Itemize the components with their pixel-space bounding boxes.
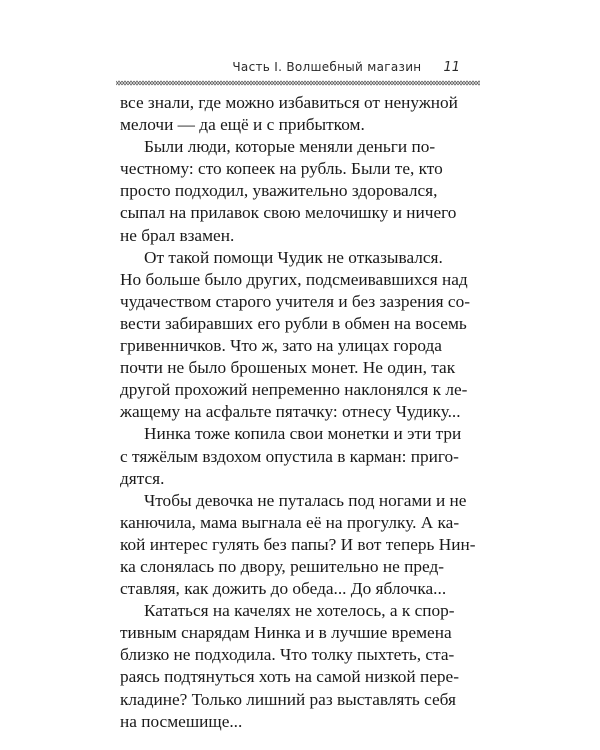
text-line: мелочи — да ещё и с прибытком.	[120, 115, 365, 135]
text-line: с тяжёлым вздохом опустила в карман: приго-	[120, 446, 459, 466]
chapter-title: Часть I. Волшебный магазин	[232, 60, 422, 74]
text-line: гривенничков. Что ж, зато на улицах города	[120, 336, 442, 356]
text-line: почти не было брошеных монет. Не один, так	[120, 358, 456, 378]
text-line: тивным снарядам Нинка и в лучшие времена	[120, 623, 452, 643]
text-line: Нинка тоже копила свои монетки и эти три	[144, 424, 462, 444]
text-line: вести забиравших его рубли в обмен на восемь	[120, 313, 467, 333]
text-line: канючила, мама выгнала её на прогулку. А ка-	[120, 512, 460, 532]
text-line: честному: сто копеек на рубль. Были те, кто	[120, 159, 443, 179]
text-line: кой интерес гулять без папы? И вот теперь Нин-	[120, 534, 476, 554]
text-line: не брал взамен.	[120, 225, 235, 245]
body-text	[120, 92, 478, 733]
text-line: ставляя, как дожить до обеда... До яблочка...	[120, 579, 447, 599]
running-header	[232, 60, 460, 75]
text-line: Кататься на качелях не хотелось, а к спор-	[144, 601, 455, 621]
text-line: на посмешище...	[120, 711, 243, 731]
text-line: близко не подходила. Что толку пыхтеть, ста-	[120, 645, 455, 665]
text-line: просто подходил, уважительно здоровался,	[120, 181, 438, 201]
text-line: Чтобы девочка не путалась под ногами и не	[144, 490, 467, 510]
text-line: кладине? Только лишний раз выставлять себя	[120, 689, 456, 709]
text-line: все знали, где можно избавиться от ненужной	[120, 93, 458, 112]
text-line: дятся.	[120, 468, 165, 488]
text-line: ка слонялась по двору, решительно не пред-	[120, 556, 444, 576]
text-line: От такой помощи Чудик не отказывался.	[144, 247, 443, 267]
braided-rule-ornament	[116, 80, 480, 86]
text-line: другой прохожий непременно наклонялся к ле-	[120, 380, 468, 400]
text-line: раясь подтянуться хоть на самой низкой пере-	[120, 667, 459, 687]
text-line: сыпал на прилавок свою мелочишку и ничего	[120, 203, 457, 223]
page-number: 11	[443, 60, 460, 75]
text-line: Были люди, которые меняли деньги по-	[144, 137, 436, 157]
text-line: Но больше было других, подсмеивавшихся над	[120, 269, 468, 289]
text-line: чудачеством старого учителя и без зазрения со-	[120, 291, 470, 311]
decorative-header-rule	[116, 80, 480, 86]
text-line: жащему на асфальте пятачку: отнесу Чудику...	[120, 402, 461, 422]
